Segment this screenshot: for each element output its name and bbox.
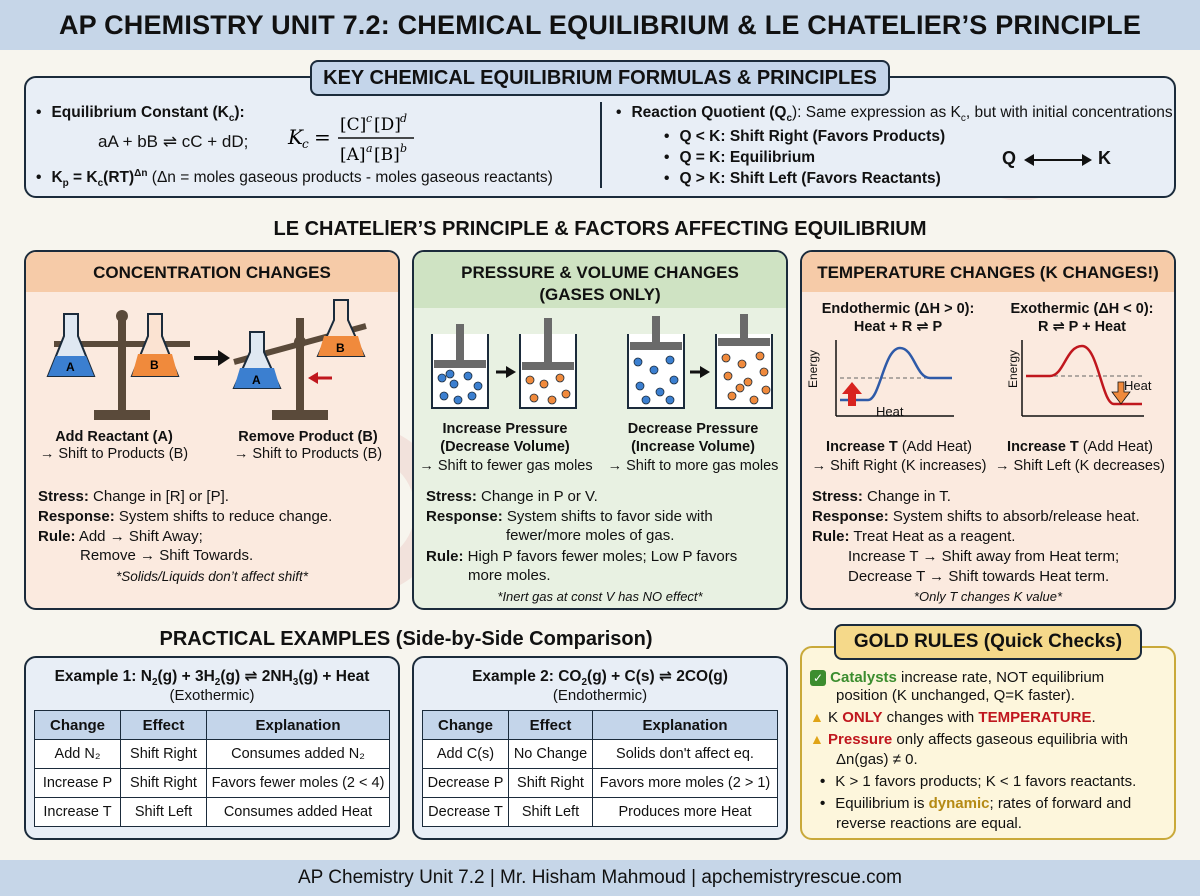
endo-energy-axis-label: Energy (806, 349, 820, 388)
kc-expression (284, 108, 434, 168)
table-cell: Shift Right (121, 740, 207, 769)
temp-stress: Stress: Change in T. (812, 488, 951, 505)
table-row (35, 798, 390, 827)
col-header: Effect (121, 711, 207, 740)
conc-stress: Stress: Change in [R] or [P]. (38, 488, 229, 505)
double-arrow-icon (1022, 152, 1094, 168)
svg-text:a: a (366, 142, 373, 155)
svg-text:[A]: [A] (340, 145, 366, 165)
exo-reaction: R ⇌ P + Heat (1037, 319, 1127, 335)
svg-text:[D]: [D] (374, 115, 401, 135)
svg-text:A: A (252, 373, 261, 387)
gold-rule-temperature: ▲ K ONLY changes with TEMPERATURE. (810, 709, 1096, 726)
checkmark-icon: ✓ (810, 670, 826, 686)
flask-a-label: A (66, 360, 75, 374)
pres-response: Response: System shifts to favor side with (426, 508, 713, 525)
conc-rule-2: Remove → Shift Towards. (80, 547, 254, 564)
pres-caption-right-2: (Increase Volume) (631, 439, 755, 455)
table-cell: Add N₂ (35, 740, 121, 769)
table-cell: Shift Right (121, 769, 207, 798)
piston-illustration (424, 314, 780, 414)
example-2-table (422, 710, 778, 827)
q-item: • Q > K: Shift Left (Favors Reactants) (664, 170, 941, 188)
warning-icon: ▲ (810, 709, 824, 725)
temp-rule: Rule: Treat Heat as a reagent. (812, 528, 1016, 545)
pres-rule-2: more moles. (468, 567, 551, 584)
svg-text:B: B (150, 358, 159, 372)
temperature-heading: TEMPERATURE CHANGES (K CHANGES!) (817, 263, 1159, 282)
gold-rule-k-magnitude: • K > 1 favors products; K < 1 favors reactants. (820, 773, 1136, 790)
table-cell: Favors more moles (2 > 1) (593, 769, 778, 798)
gold-rule-dynamic-2: reverse reactions are equal. (836, 815, 1022, 832)
table-cell: Decrease P (423, 769, 509, 798)
gold-rule-pressure-2: Δn(gas) ≠ 0. (836, 751, 918, 768)
temp-note: *Only T changes K value* (913, 589, 1063, 604)
temp-rule-3: Decrease T → Shift towards Heat term. (848, 568, 1110, 585)
exo-title: Exothermic (ΔH < 0): (1010, 301, 1154, 317)
gold-rule-pressure: ▲ Pressure only affects gaseous equilibria with (810, 731, 1128, 748)
pres-response-2: fewer/more moles of gas. (506, 527, 675, 544)
example-1-title: Example 1: $N_2(g) + 3H_2(g)$ ⇌ $2NH_3(g)$ + Heat (54, 668, 370, 689)
col-header: Change (423, 711, 509, 740)
svg-text:B: B (336, 341, 345, 355)
table-cell: Shift Left (121, 798, 207, 827)
gold-rules-heading: GOLD RULES (Quick Checks) (834, 624, 1142, 660)
endo-heat-label: Heat (876, 404, 904, 419)
example-1-table (34, 710, 390, 827)
conc-note: *Solids/Liquids don’t affect shift* (115, 569, 309, 584)
svg-text:b: b (400, 142, 408, 155)
table-cell: Consumes added N₂ (207, 740, 390, 769)
example-2-title: Example 2: $CO_2(g) + C(s)$ ⇌ 2CO(g) (472, 668, 728, 689)
conc-response: Response: System shifts to reduce change. (38, 508, 333, 525)
endo-title: Endothermic (ΔH > 0): (821, 301, 975, 317)
table-cell: Consumes added Heat (207, 798, 390, 827)
table-cell: Add C(s) (423, 740, 509, 769)
practical-heading: PRACTICAL EXAMPLES (Side-by-Side Comparison) (159, 628, 653, 650)
pressure-heading-1: PRESSURE & VOLUME CHANGES (461, 263, 739, 282)
table-cell: Increase T (35, 798, 121, 827)
q-symbol: Q (1002, 148, 1017, 168)
footer: AP Chemistry Unit 7.2 | Mr. Hisham Mahmoud | apchemistryrescue.com (0, 860, 1200, 896)
table-cell: Produces more Heat (593, 798, 778, 827)
pres-rule: Rule: High P favors fewer moles; Low P favors (426, 548, 738, 565)
q-item: • Q = K: Equilibrium (664, 149, 815, 167)
exo-energy-axis-label: Energy (1006, 349, 1020, 388)
gold-rule-dynamic: • Equilibrium is dynamic; rates of forward and (820, 795, 1131, 812)
general-reaction: aA + bB ⇌ cC + dD; (98, 132, 249, 151)
svg-text:=: = (314, 125, 331, 149)
temp-response: Response: System shifts to absorb/release heat. (812, 508, 1140, 525)
col-header: Change (35, 711, 121, 740)
table-row (423, 769, 778, 798)
svg-text:c: c (302, 137, 309, 151)
temp-caption-left-1: Increase T (Add Heat) (826, 439, 972, 455)
q-label: • Reaction Quotient $(Q_c)$: Same expression as $K_c$, but with initial concentrations (616, 104, 1173, 124)
conc-caption-right-1: Remove Product (B) (238, 429, 378, 445)
pres-caption-left-3: → Shift to fewer gas moles (419, 458, 593, 474)
formulas-divider (600, 102, 602, 188)
conc-caption-left-1: Add Reactant (A) (55, 429, 173, 445)
table-cell: Increase P (35, 769, 121, 798)
svg-text:c: c (366, 112, 373, 125)
endo-reaction: Heat + R ⇌ P (853, 319, 943, 335)
table-cell: Favors fewer moles (2 < 4) (207, 769, 390, 798)
kc-label: • Equilibrium Constant $(K_c)$: (36, 104, 245, 124)
pres-caption-left-2: (Decrease Volume) (440, 439, 570, 455)
pres-caption-left-1: Increase Pressure (442, 421, 568, 437)
conc-caption-left-2: → Shift to Products (B) (39, 446, 189, 462)
col-header: Explanation (207, 711, 390, 740)
exo-heat-label: Heat (1124, 378, 1152, 393)
gold-rule-catalysts-2: position (K unchanged, Q=K faster). (836, 687, 1075, 704)
svg-text:[C]: [C] (340, 115, 367, 135)
table-cell: Shift Left (509, 798, 593, 827)
svg-text:[B]: [B] (374, 145, 400, 165)
conc-caption-right-2: → Shift to Products (B) (233, 446, 383, 462)
table-row (35, 769, 390, 798)
table-row (35, 740, 390, 769)
page-title: AP CHEMISTRY UNIT 7.2: CHEMICAL EQUILIBRIUM & LE CHATELIER’S PRINCIPLE (0, 0, 1200, 50)
pres-caption-right-3: → Shift to more gas moles (607, 458, 779, 474)
table-cell: Shift Right (509, 769, 593, 798)
temp-caption-right-1: Increase T (Add Heat) (1007, 439, 1153, 455)
example-1-subtitle: (Exothermic) (169, 687, 255, 704)
col-header: Explanation (593, 711, 778, 740)
example-2-subtitle: (Endothermic) (552, 687, 648, 704)
kp-formula: • $K_p = K_c(RT)^{\Delta n}$ (Δn = moles gaseous products - moles gaseous reactants) (36, 168, 553, 189)
svg-text:K: K (288, 125, 303, 149)
pres-stress: Stress: Change in P or V. (426, 488, 598, 505)
q-item: • Q < K: Shift Right (Favors Products) (664, 128, 945, 146)
col-header: Effect (509, 711, 593, 740)
table-row (423, 740, 778, 769)
svg-text:d: d (400, 112, 408, 125)
table-cell: Decrease T (423, 798, 509, 827)
table-cell: Solids don't affect eq. (593, 740, 778, 769)
formulas-heading: KEY CHEMICAL EQUILIBRIUM FORMULAS & PRINCIPLES (310, 60, 890, 96)
pres-note: *Inert gas at const V has NO effect* (497, 589, 703, 604)
conc-rule: Rule: Add → Shift Away; (38, 528, 203, 545)
table-row (423, 798, 778, 827)
gold-rule-catalysts: ✓ Catalysts increase rate, NOT equilibrium (810, 668, 1104, 687)
temp-caption-right-2: → Shift Left (K decreases) (994, 458, 1166, 474)
table-cell: No Change (509, 740, 593, 769)
balance-scales-illustration (34, 296, 394, 426)
concentration-heading: CONCENTRATION CHANGES (93, 263, 331, 282)
pres-caption-right-1: Decrease Pressure (627, 421, 759, 437)
temp-rule-2: Increase T → Shift away from Heat term; (848, 548, 1120, 565)
k-symbol: K (1098, 148, 1111, 168)
pressure-heading-2: (GASES ONLY) (539, 285, 661, 304)
warning-icon: ▲ (810, 731, 824, 747)
temp-caption-left-2: → Shift Right (K increases) (811, 458, 987, 474)
le-chatelier-heading: LE CHATELlER’S PRINCIPLE & FACTORS AFFECTING EQUILIBRIUM (273, 218, 927, 240)
